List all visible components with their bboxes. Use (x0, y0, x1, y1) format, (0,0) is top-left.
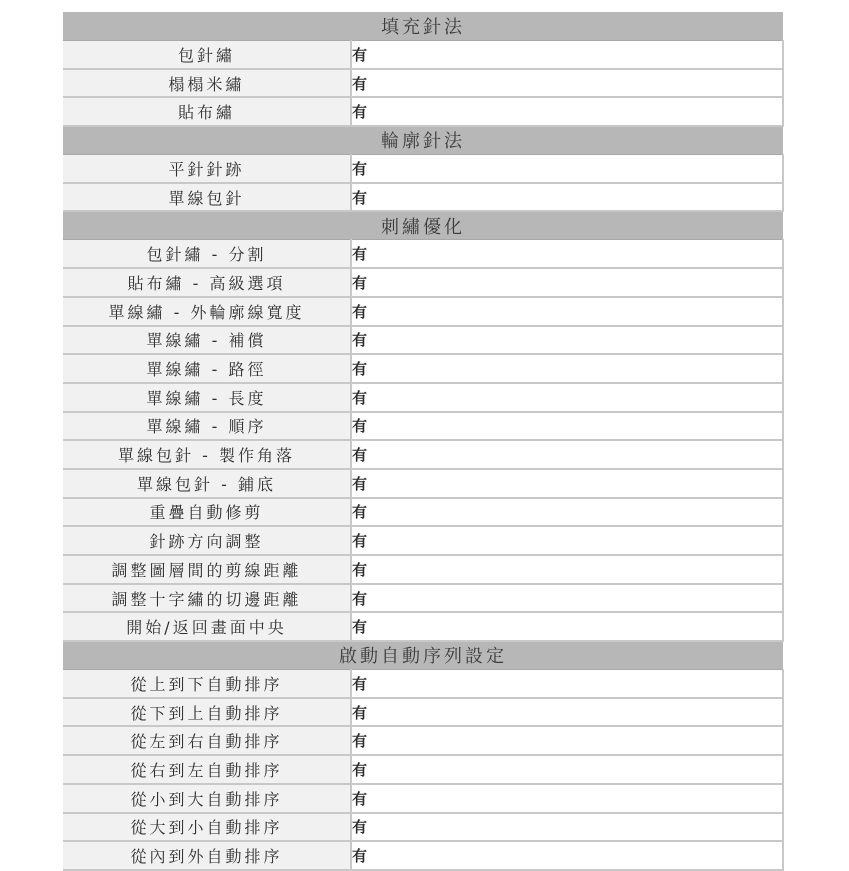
section-title: 啟動自動序列設定 (63, 641, 783, 669)
feature-value-cell: 有 (351, 498, 783, 527)
table-row (63, 584, 783, 613)
table-row (63, 813, 783, 842)
feature-name-cell: 單線繡 - 路徑 (63, 354, 351, 383)
table-row (63, 40, 783, 69)
feature-name-cell: 從左到右自動排序 (63, 726, 351, 755)
feature-name-cell: 單線繡 - 補償 (63, 326, 351, 355)
feature-name-cell: 從上到下自動排序 (63, 669, 351, 698)
feature-value-cell: 有 (351, 526, 783, 555)
table-row (63, 354, 783, 383)
feature-name-cell: 包針繡 (63, 40, 351, 69)
feature-value-cell: 有 (351, 69, 783, 98)
feature-value-cell: 有 (351, 469, 783, 498)
feature-value-cell: 有 (351, 268, 783, 297)
section-header-row (63, 12, 783, 40)
feature-name-cell: 針跡方向調整 (63, 526, 351, 555)
feature-name-cell: 平針針跡 (63, 154, 351, 183)
feature-value-cell: 有 (351, 698, 783, 727)
feature-value-cell: 有 (351, 726, 783, 755)
feature-value-cell: 有 (351, 40, 783, 69)
feature-name-cell: 重疊自動修剪 (63, 498, 351, 527)
feature-value-cell: 有 (351, 326, 783, 355)
table-row (63, 239, 783, 268)
table-row (63, 268, 783, 297)
feature-value-cell: 有 (351, 440, 783, 469)
table-row (63, 755, 783, 784)
table-row (63, 326, 783, 355)
feature-name-cell: 單線繡 - 順序 (63, 412, 351, 441)
table-row (63, 698, 783, 727)
feature-value-cell: 有 (351, 297, 783, 326)
feature-name-cell: 從右到左自動排序 (63, 755, 351, 784)
table-row (63, 412, 783, 441)
feature-value-cell: 有 (351, 813, 783, 842)
feature-name-cell: 調整十字繡的切邊距離 (63, 584, 351, 613)
table-row (63, 183, 783, 212)
feature-value-cell: 有 (351, 841, 783, 870)
table-row (63, 784, 783, 813)
table-row (63, 69, 783, 98)
feature-name-cell: 從大到小自動排序 (63, 813, 351, 842)
feature-value-cell: 有 (351, 755, 783, 784)
feature-value-cell: 有 (351, 383, 783, 412)
feature-value-cell: 有 (351, 154, 783, 183)
feature-name-cell: 開始/返回畫面中央 (63, 612, 351, 641)
section-title: 輪廓針法 (63, 126, 783, 154)
feature-value-cell: 有 (351, 555, 783, 584)
feature-name-cell: 單線繡 - 外輪廓線寬度 (63, 297, 351, 326)
table-row (63, 726, 783, 755)
feature-name-cell: 單線包針 - 鋪底 (63, 469, 351, 498)
table-row (63, 154, 783, 183)
table-row (63, 440, 783, 469)
feature-name-cell: 從內到外自動排序 (63, 841, 351, 870)
feature-name-cell: 從下到上自動排序 (63, 698, 351, 727)
feature-value-cell: 有 (351, 183, 783, 212)
table-row (63, 555, 783, 584)
feature-value-cell: 有 (351, 784, 783, 813)
feature-value-cell: 有 (351, 412, 783, 441)
feature-name-cell: 榻榻米繡 (63, 69, 351, 98)
feature-name-cell: 單線繡 - 長度 (63, 383, 351, 412)
table-row (63, 383, 783, 412)
feature-value-cell: 有 (351, 354, 783, 383)
section-title: 刺繡優化 (63, 211, 783, 239)
section-header-row (63, 126, 783, 154)
feature-value-cell: 有 (351, 97, 783, 126)
feature-name-cell: 單線包針 - 製作角落 (63, 440, 351, 469)
feature-name-cell: 從小到大自動排序 (63, 784, 351, 813)
feature-value-cell: 有 (351, 669, 783, 698)
feature-value-cell: 有 (351, 584, 783, 613)
feature-table-body (63, 12, 783, 870)
section-header-row (63, 211, 783, 239)
table-row (63, 612, 783, 641)
table-row (63, 669, 783, 698)
feature-name-cell: 調整圖層間的剪線距離 (63, 555, 351, 584)
feature-name-cell: 貼布繡 - 高級選項 (63, 268, 351, 297)
feature-name-cell: 單線包針 (63, 183, 351, 212)
section-title: 填充針法 (63, 12, 783, 40)
section-header-row (63, 641, 783, 669)
feature-value-cell: 有 (351, 612, 783, 641)
table-row (63, 841, 783, 870)
table-row (63, 469, 783, 498)
feature-value-cell: 有 (351, 239, 783, 268)
feature-table (63, 12, 784, 871)
table-row (63, 97, 783, 126)
table-row (63, 526, 783, 555)
feature-name-cell: 貼布繡 (63, 97, 351, 126)
table-row (63, 297, 783, 326)
table-row (63, 498, 783, 527)
feature-name-cell: 包針繡 - 分割 (63, 239, 351, 268)
